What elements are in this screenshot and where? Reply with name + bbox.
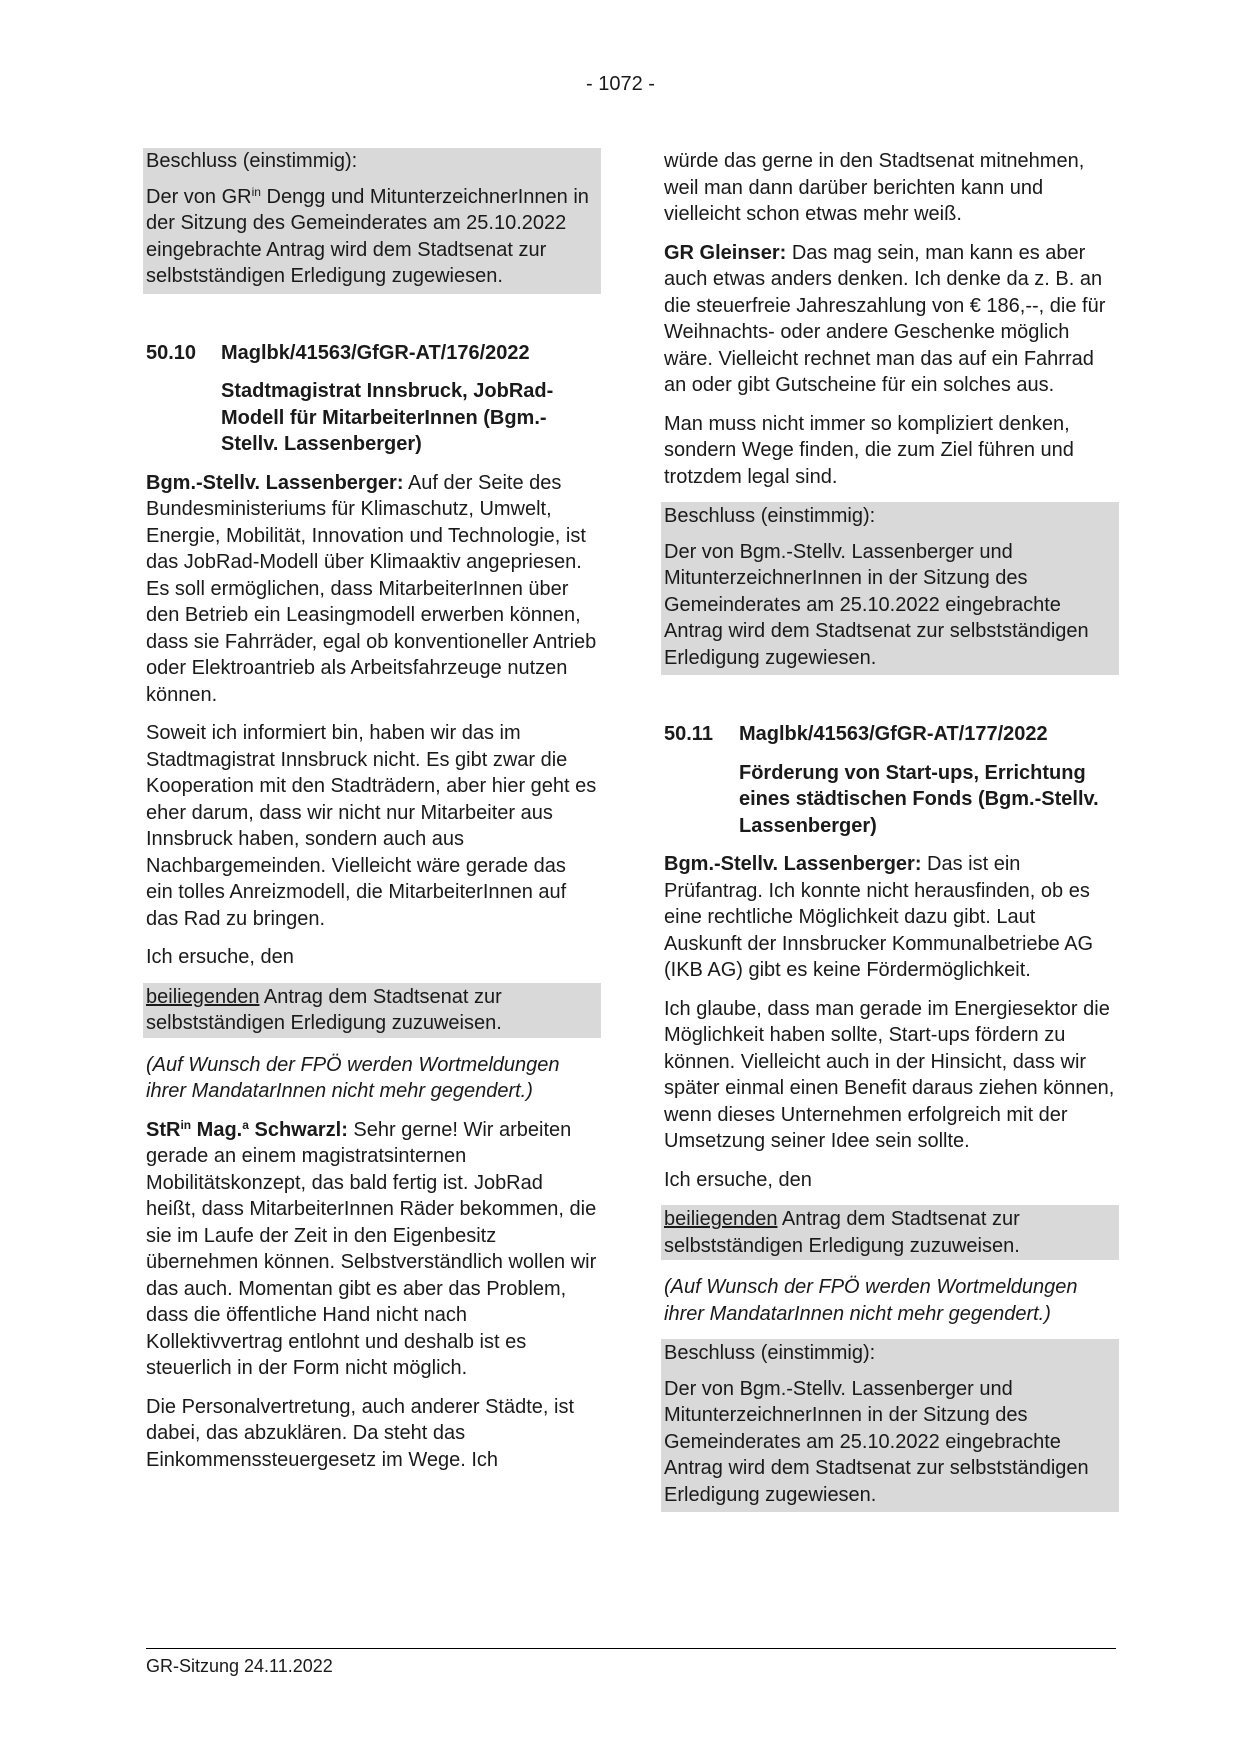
decision-text: Der von Bgm.-Stellv. Lassenberger und MitunterzeichnerInnen in der Sitzung des Gemeinderates am 25.10.2022 eingebrachte Antrag wird dem Stadtsenat zur selbstständigen Erledigung zugewiesen. — [661, 538, 1119, 676]
agenda-item-code: Maglbk/41563/GfGR-AT/177/2022 — [739, 723, 1048, 745]
request-text: beiliegenden Antrag dem Stadtsenat zur selbstständigen Erledigung zuzuweisen. — [661, 1205, 1119, 1260]
agenda-item-code: Maglbk/41563/GfGR-AT/176/2022 — [221, 341, 530, 364]
editorial-note: (Auf Wunsch der FPÖ werden Wortmeldungen ihrer MandatarInnen nicht mehr gegendert.) — [664, 1276, 1078, 1325]
editorial-note: (Auf Wunsch der FPÖ werden Wortmeldungen ihrer MandatarInnen nicht mehr gegendert.) — [146, 1053, 560, 1102]
agenda-item-number: 50.10 — [146, 341, 197, 364]
left-column — [146, 148, 598, 1485]
agenda-item-number: 50.11 — [664, 723, 713, 745]
speech-paragraph: Bgm.-Stellv. Lassenberger: Das ist ein Prüfantrag. Ich konnte nicht herausfinden, ob es eine rechtliche Möglichkeit dazu gibt. Laut Auskunft der Innsbrucker Kommunalbetriebe AG (IKB AG) gibt es keine Fördermöglichkeit. — [664, 853, 1094, 981]
speaker-name: Bgm.-Stellv. Lassenberger: — [664, 853, 922, 875]
speech-paragraph: würde das gerne in den Stadtsenat mitnehmen, weil man dann darüber berichten kann und vielleicht schon etwas mehr weiß. — [664, 150, 1085, 225]
decision-label: Beschluss (einstimmig): — [661, 1339, 1119, 1375]
speech-paragraph: Ich glaube, dass man gerade im Energiesektor die Möglichkeit haben sollte, Start-ups fördern zu können. Vielleicht auch in der Hinsicht, dass wir später einmal einen Benefit daraus ziehen können, wenn dieses Unternehmen erfolgreich mit der Umsetzung seiner Idee sein sollte. — [664, 997, 1115, 1152]
agenda-item-title: Stadtmagistrat Innsbruck, JobRad-Modell für MitarbeiterInnen (Bgm.-Stellv. Lassenberger) — [221, 380, 554, 455]
footer-divider — [146, 1648, 1116, 1649]
agenda-item-title: Förderung von Start-ups, Errichtung eines städtischen Fonds (Bgm.-Stellv. Lassenberger) — [739, 761, 1099, 837]
decision-text: Der von Bgm.-Stellv. Lassenberger und MitunterzeichnerInnen in der Sitzung des Gemeinderates am 25.10.2022 eingebrachte Antrag wird dem Stadtsenat zur selbstständigen Erledigung zugewiesen. — [661, 1375, 1119, 1513]
speech-paragraph: Bgm.-Stellv. Lassenberger: Auf der Seite des Bundesministeriums für Klimaschutz, Umwelt, Energie, Mobilität, Innovation und Technologie, ist das JobRad-Modell über Klimaaktiv angepriesen. Es soll ermöglichen, dass MitarbeiterInnen über den Betrieb ein Leasingmodell erwerben können, dass sie Fahrräder, egal ob konventioneller Antrieb oder Elektroantrieb als Arbeitsfahrzeuge nutzen können. — [146, 471, 597, 706]
speech-paragraph: GR Gleinser: Das mag sein, man kann es aber auch etwas anders denken. Ich denke da z. B. an die steuerfreie Jahreszahlung von € 186,--, die für Weihnachts- oder andere Geschenke möglich wäre. Vielleicht rechnet man das auf ein Fahrrad an oder gibt Gutscheine für ein solches aus. — [664, 241, 1106, 396]
agenda-item-heading — [664, 721, 1116, 748]
speech-paragraph: StR$^{in}$ Mag.$^a$ Schwarzl: Sehr gerne! Wir arbeiten gerade an einem magistratsinternen Mobilitätskonzept, das bald fertig ist. JobRad heißt, dass MitarbeiterInnen Räder bekommen, die sie im Laufe der Zeit in den Eigenbesitz übernehmen können. Selbstverständlich wollen wir das auch. Momentan gibt es aber das Problem, dass die öffentliche Hand nicht nach Kollektivvertrag entlohnt und deshalb ist es steuerlich in der Form nicht möglich. — [146, 1117, 597, 1379]
page-number: - 1072 - — [586, 73, 655, 95]
footer-text: GR-Sitzung 24.11.2022 — [146, 1656, 333, 1676]
speech-paragraph: Man muss nicht immer so kompliziert denken, sondern Wege finden, die zum Ziel führen und trotzdem legal sind. — [664, 412, 1074, 488]
speech-paragraph: Ich ersuche, den — [146, 946, 294, 968]
request-text: beiliegenden Antrag dem Stadtsenat zur selbstständigen Erledigung zuzuweisen. — [143, 983, 601, 1038]
decision-label: Beschluss (einstimmig): — [143, 148, 601, 183]
decision-text: Der von $GR^{in}$ Dengg und MitunterzeichnerInnen in der Sitzung des Gemeinderates am 25.10.2022 eingebrachte Antrag wird dem Stadtsenat zur selbstständigen Erledigung zugewiesen. — [143, 183, 601, 294]
decision-label: Beschluss (einstimmig): — [661, 502, 1119, 538]
speaker-name: Bgm.-Stellv. Lassenberger: — [146, 471, 404, 494]
right-column — [664, 148, 1116, 1524]
agenda-item-heading — [146, 340, 598, 367]
speaker-name: StR$^{in}$ Mag.$^a$ Schwarzl: — [146, 1117, 348, 1141]
speech-paragraph: Soweit ich informiert bin, haben wir das im Stadtmagistrat Innsbruck nicht. Es gibt zwar die Kooperation mit den Stadträdern, aber hier geht es eher darum, dass wir nicht nur Mitarbeiter aus Innsbruck haben, sondern auch aus Nachbargemeinden. Vielleicht wäre gerade das ein tolles Anreizmodell, die MitarbeiterInnen auf das Rad zu bringen. — [146, 722, 597, 930]
speech-paragraph: Die Personalvertretung, auch anderer Städte, ist dabei, das abzuklären. Da steht das Einkommenssteuergesetz im Wege. Ich — [146, 1395, 575, 1471]
speaker-name: GR Gleinser: — [664, 241, 787, 264]
speech-paragraph: Ich ersuche, den — [664, 1168, 812, 1191]
